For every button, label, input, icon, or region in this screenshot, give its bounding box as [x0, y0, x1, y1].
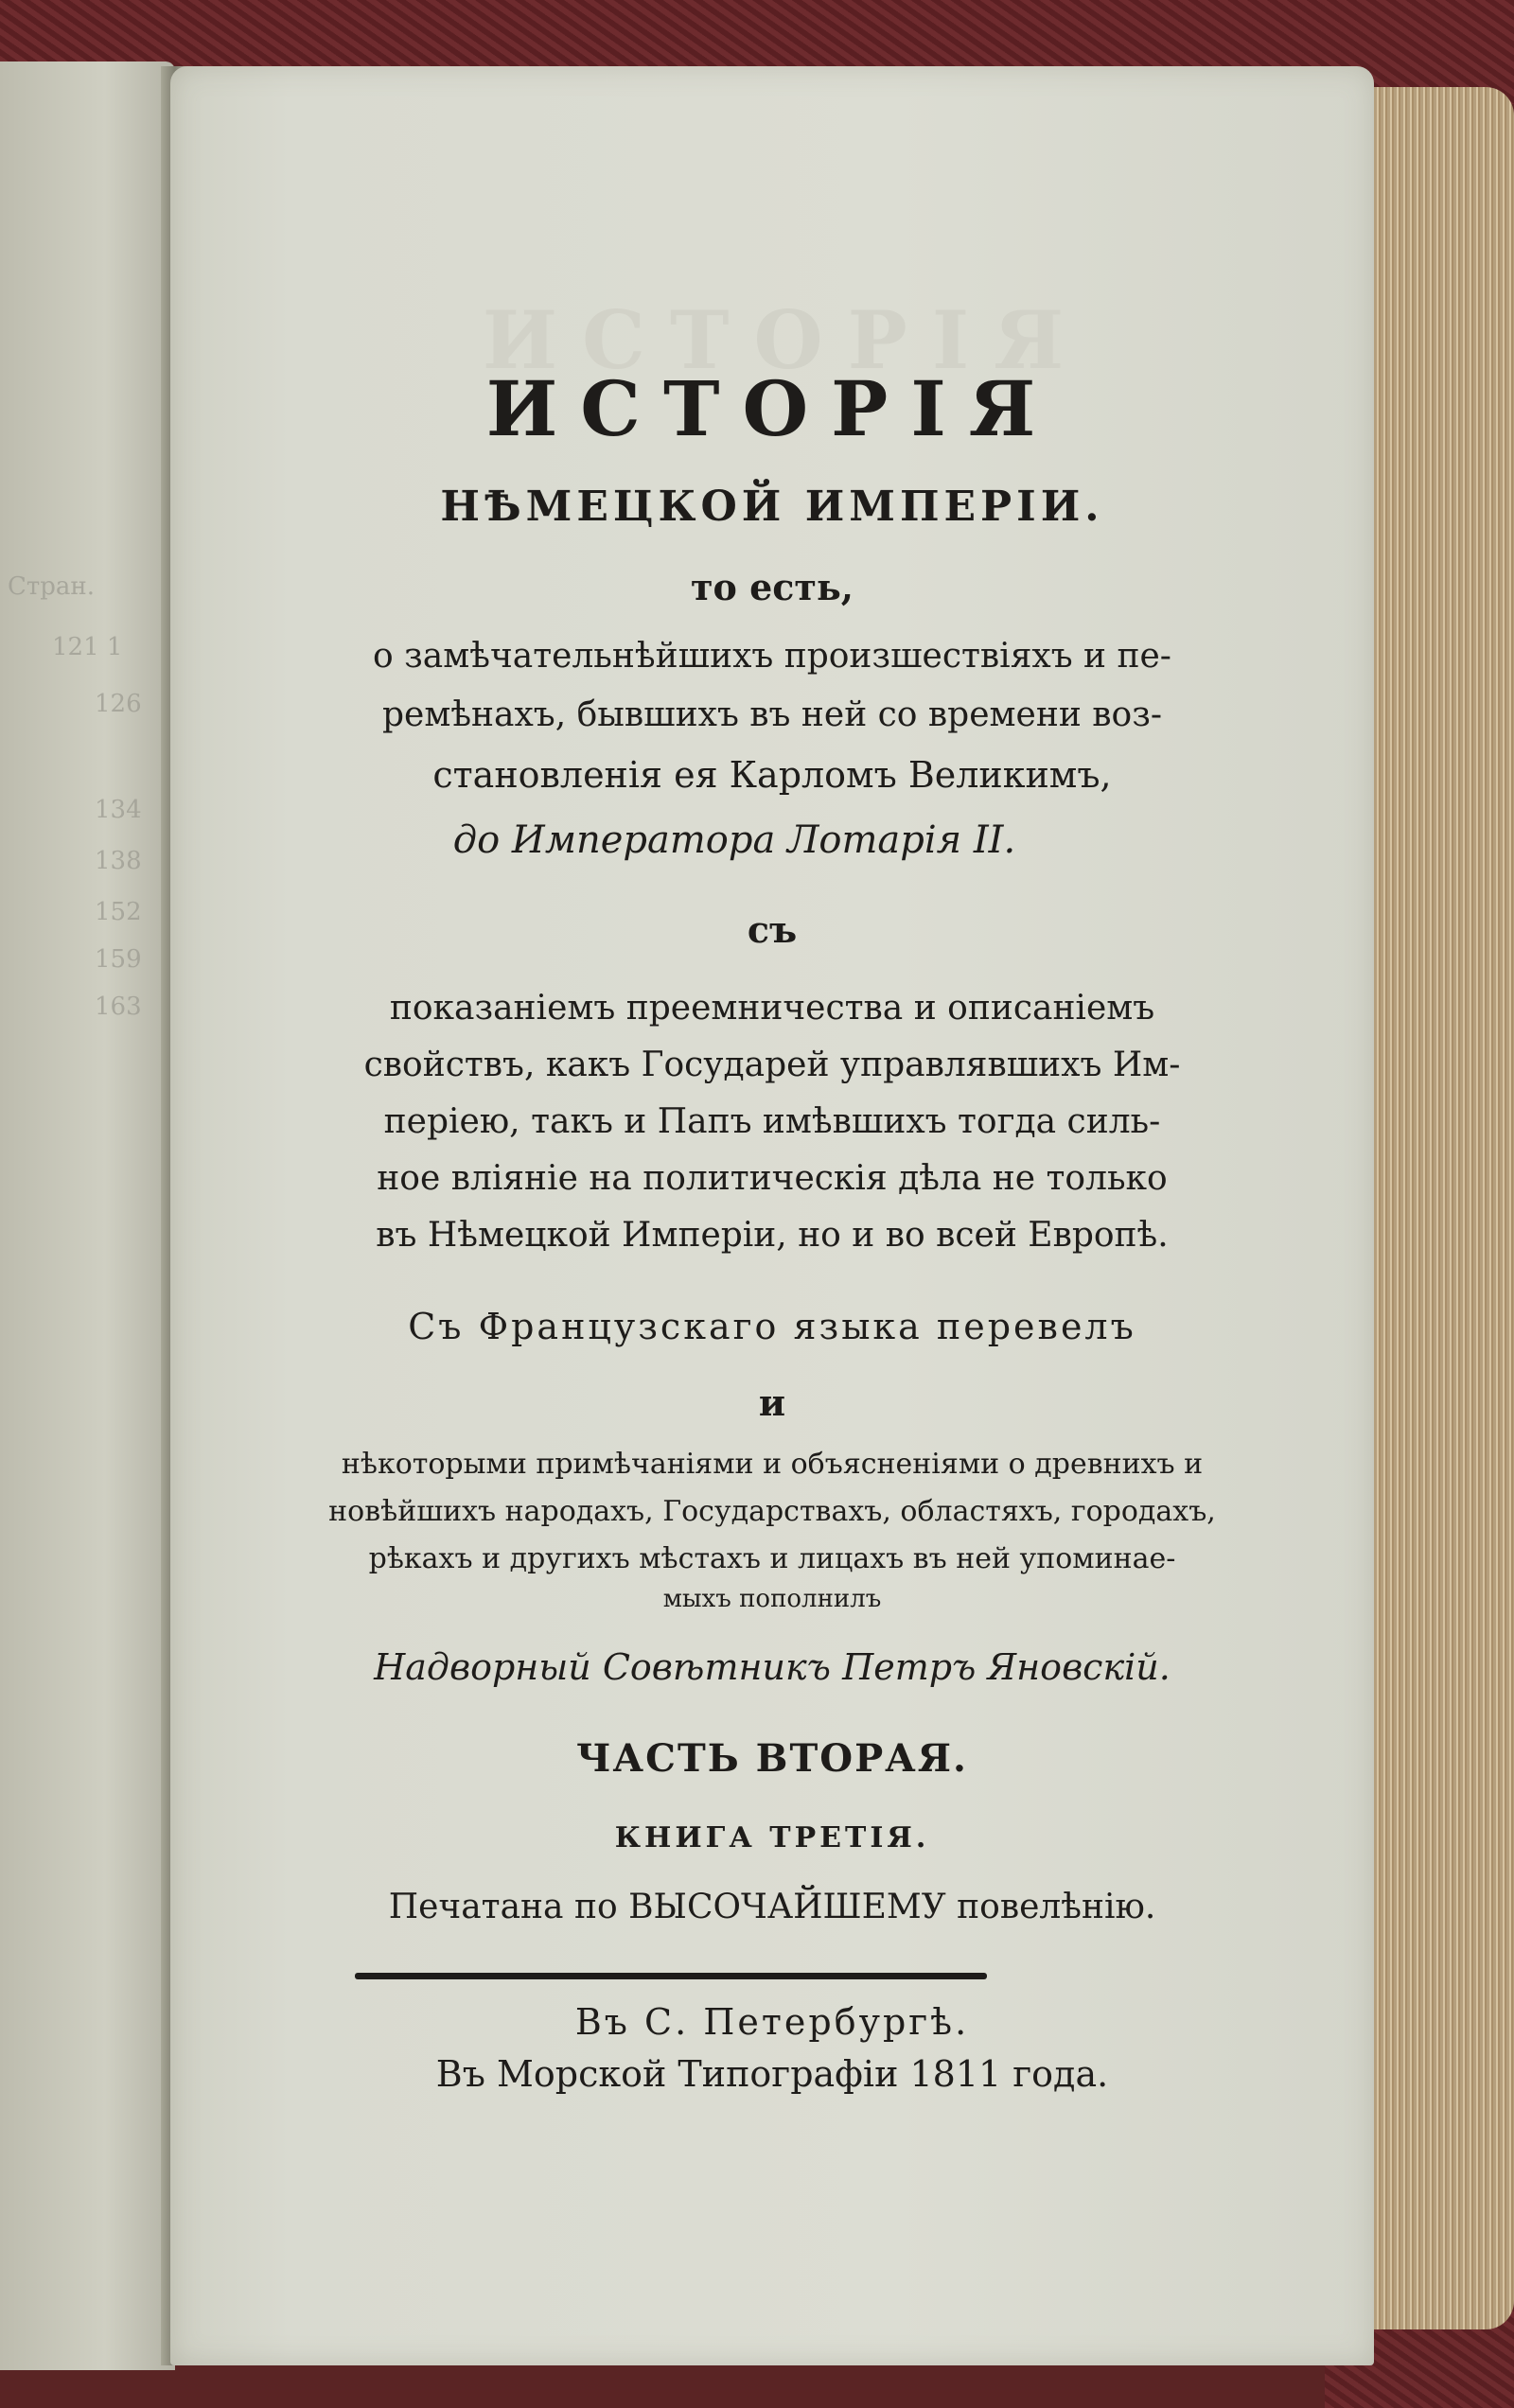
description-line: о замѣчательнѣйшихъ произшествіяхъ и пе- [373, 637, 1171, 676]
detail-line: періею, такъ и Папъ имѣвшихъ тогда силь- [383, 1102, 1161, 1141]
detail-line: свойствъ, какъ Государей управлявшихъ Им- [363, 1046, 1181, 1084]
place-line: Въ С. Петербургѣ. [574, 2001, 970, 2043]
that-is-line: то есть, [690, 566, 854, 608]
ghost-line: Стран. [8, 572, 96, 601]
detail-line: показаніемъ преемничества и описаніемъ [389, 989, 1155, 1028]
translated-from: Съ Французскаго языка перевелъ [408, 1306, 1136, 1347]
notes-line: нѣкоторыми примѣчаніями и объясненіями о древнихъ и [341, 1448, 1204, 1481]
part-label: ЧАСТЬ ВТОРАЯ. [576, 1736, 968, 1781]
ghost-line: 126 [95, 690, 142, 718]
notes-line: мыхъ пополнилъ [662, 1585, 882, 1613]
page-edges [1374, 87, 1514, 2329]
notes-line: новѣйшихъ народахъ, Государствахъ, областяхъ, городахъ, [328, 1495, 1216, 1528]
divider-rule [355, 1973, 987, 1979]
with-line: съ [747, 908, 798, 951]
ghost-line: 163 [95, 993, 142, 1021]
left-page [0, 62, 175, 2370]
detail-line: въ Нѣмецкой Имперіи, но и во всей Европѣ. [376, 1216, 1169, 1255]
ghost-line: 121 1 [52, 633, 123, 661]
printed-line: Печатана по ВЫСОЧАЙШЕМУ повелѣнію. [388, 1888, 1156, 1926]
page-subtitle: НѢМЕЦКОЙ ИМПЕРІИ. [440, 483, 1104, 531]
show-through-title: ИСТОРІЯ [482, 293, 1089, 387]
description-line: становленія ея Карломъ Великимъ, [432, 754, 1112, 796]
title-page [170, 66, 1374, 2365]
translator-name: Надворный Совѣтникъ Петръ Яновскій. [374, 1646, 1171, 1688]
ghost-line: 152 [95, 898, 142, 926]
detail-line: ное вліяніе на политическія дѣла не только [377, 1159, 1168, 1198]
book-label: КНИГА ТРЕТІЯ. [614, 1821, 930, 1854]
page-title: ИСТОРІЯ [485, 364, 1059, 453]
description-line: до Императора Лотарія II. [452, 818, 1016, 862]
and-line: и [758, 1381, 786, 1424]
notes-line: рѣкахъ и другихъ мѣстахъ и лицахъ въ ней упоминае- [368, 1542, 1176, 1575]
printer-line: Въ Морской Типографіи 1811 года. [435, 2053, 1109, 2095]
ghost-line: 138 [95, 847, 142, 875]
ghost-line: 159 [95, 945, 142, 974]
ghost-line: 134 [95, 796, 142, 824]
description-line: ремѣнахъ, бывшихъ въ ней со времени воз- [381, 695, 1163, 734]
